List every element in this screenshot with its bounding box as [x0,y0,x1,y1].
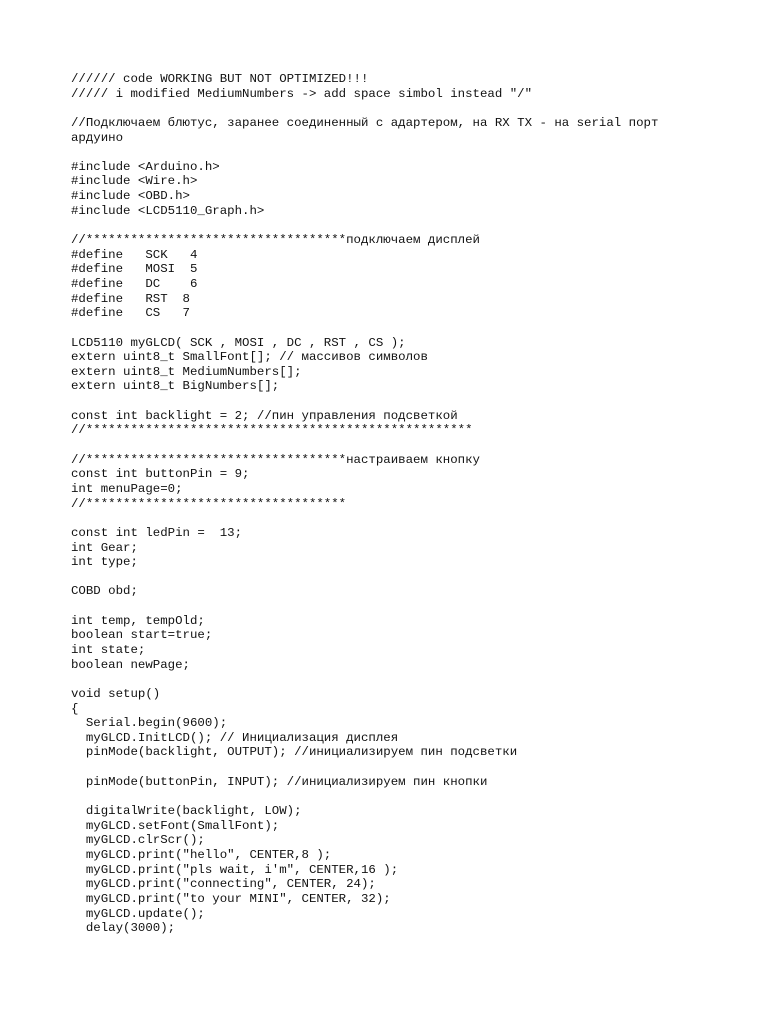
code-line: #define RST 8 [71,291,190,306]
code-line: //***********************************настраиваем кнопку [71,452,480,467]
code-line: delay(3000); [71,921,176,936]
code-line: #define DC 6 [71,276,198,291]
code-line: myGLCD.print("pls wait, i'm", CENTER,16 ); [71,862,399,877]
code-line: //Подключаем блютус, заранее соединенный с адартером, на RX TX - на serial порт [71,115,659,130]
source-code-block [71,72,731,936]
code-line: myGLCD.print("to your MINI", CENTER, 32); [71,891,391,906]
code-line: myGLCD.update(); [71,906,205,921]
code-line: #include <LCD5110_Graph.h> [71,203,265,218]
code-line: #include <OBD.h> [71,189,190,204]
code-line: digitalWrite(backlight, LOW); [71,804,302,819]
code-line: void setup() [71,686,161,701]
code-line: pinMode(buttonPin, INPUT); //инициализируем пин кнопки [71,774,488,789]
blank-line [71,218,731,233]
code-line: boolean start=true; [71,628,213,643]
code-line: COBD obd; [71,584,138,599]
code-line: #include <Wire.h> [71,174,198,189]
blank-line [71,145,731,160]
blank-line [71,789,731,804]
code-line: //**************************************************** [71,423,473,438]
blank-line [71,570,731,585]
code-line: int Gear; [71,540,138,555]
blank-line [71,321,731,336]
code-line: #define CS 7 [71,306,190,321]
blank-line [71,394,731,409]
code-line: #define MOSI 5 [71,262,198,277]
code-line: myGLCD.setFont(SmallFont); [71,818,280,833]
blank-line [71,438,731,453]
code-line: //*********************************** [71,496,347,511]
code-line: boolean newPage; [71,657,190,672]
code-line: ардуино [71,130,124,145]
code-line: ///// i modified MediumNumbers -> add space simbol instead "/" [71,86,533,101]
code-line: const int backlight = 2; //пин управления подсветкой [71,408,458,423]
blank-line [71,101,731,116]
code-line: LCD5110 myGLCD( SCK , MOSI , DC , RST , CS ); [71,335,406,350]
code-line: myGLCD.print("hello", CENTER,8 ); [71,847,332,862]
code-line: const int ledPin = 13; [71,525,243,540]
code-line: int menuPage=0; [71,481,183,496]
code-line: myGLCD.clrScr(); [71,833,205,848]
code-line: { [71,701,79,716]
code-line: myGLCD.InitLCD(); // Инициализация дисплея [71,730,399,745]
code-line: Serial.begin(9600); [71,716,228,731]
blank-line [71,599,731,614]
code-line: #define SCK 4 [71,247,198,262]
code-line: myGLCD.print("connecting", CENTER, 24); [71,877,376,892]
code-line: int type; [71,555,138,570]
blank-line [71,672,731,687]
code-line: extern uint8_t MediumNumbers[]; [71,364,302,379]
code-line: //***********************************подключаем дисплей [71,233,480,248]
code-line: #include <Arduino.h> [71,159,220,174]
code-line: pinMode(backlight, OUTPUT); //инициализируем пин подсветки [71,745,518,760]
code-line: extern uint8_t BigNumbers[]; [71,379,280,394]
blank-line [71,760,731,775]
code-line: extern uint8_t SmallFont[]; // массивов символов [71,350,428,365]
code-line: int temp, tempOld; [71,613,205,628]
blank-line [71,511,731,526]
code-line: ////// code WORKING BUT NOT OPTIMIZED!!! [71,72,369,86]
code-line: int state; [71,642,146,657]
code-line: const int buttonPin = 9; [71,467,250,482]
